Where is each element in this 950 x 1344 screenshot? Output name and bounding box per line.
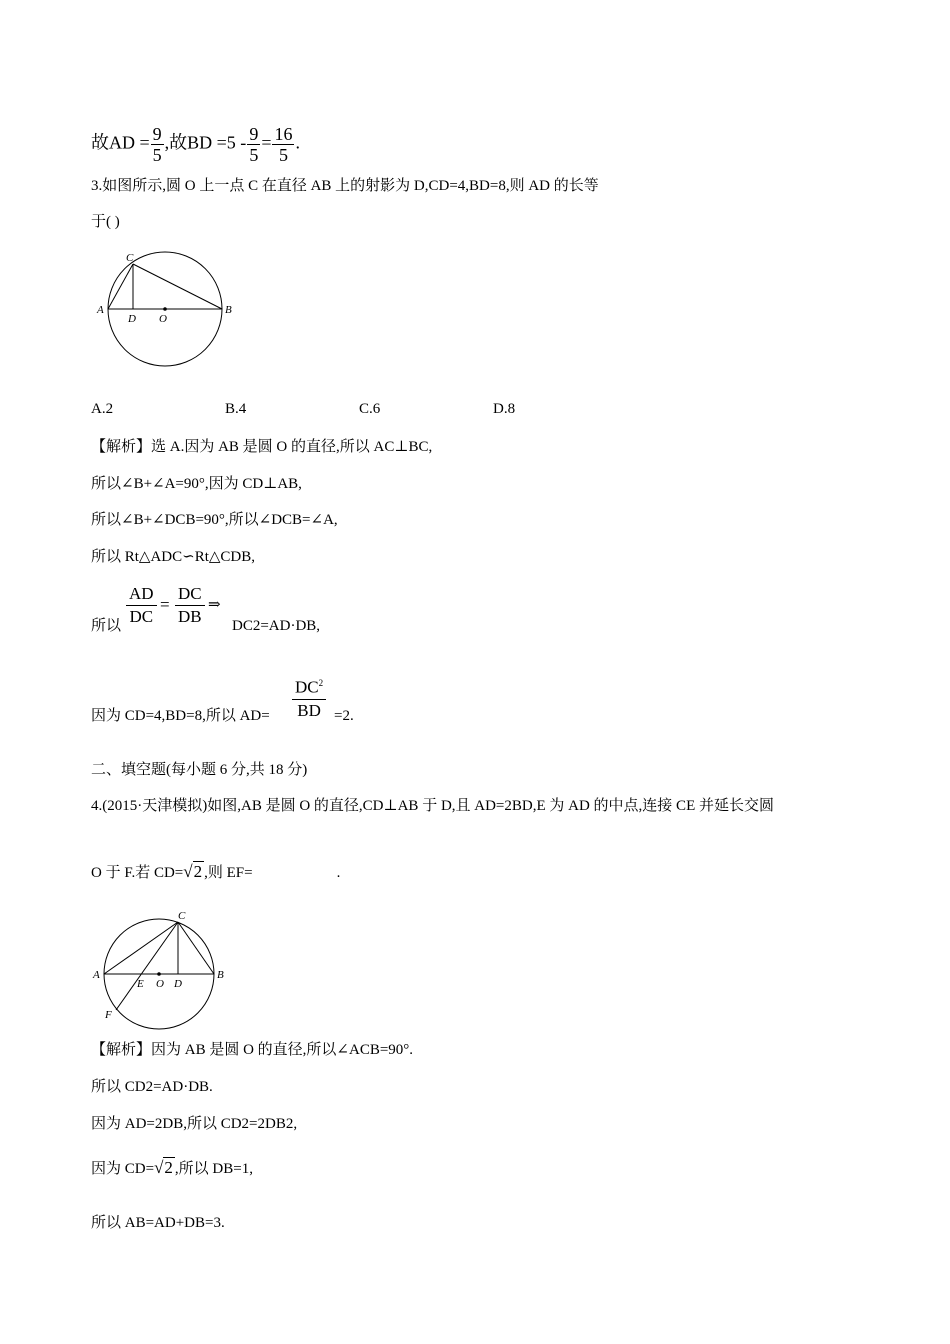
fraction-dc-db [175,583,205,628]
label-e: E [137,978,144,990]
q4-solution-line3: 因为 AD=2DB,所以 CD2=2DB2, [91,1116,298,1132]
q3-solution-line6-suffix: =2. [334,708,354,724]
fraction-9-5 [247,124,260,165]
segment-ac [104,922,178,974]
radicand: 2 [164,1158,173,1177]
numerator: 9 [152,124,162,144]
q4-solution-line5: 所以 AB=AD+DB=3. [91,1215,225,1231]
label-f: F [105,1009,112,1021]
fraction-dc2-bd [292,672,326,722]
q3-solution-line3: 所以∠B+∠DCB=90°,所以∠DCB=∠A, [91,512,338,528]
denominator: BD [292,699,326,722]
section-heading: 二、填空题(每小题 6 分,共 18 分) [91,762,308,778]
numerator: AD [129,584,154,603]
center-point [163,307,167,311]
q3-solution-line2: 所以∠B+∠A=90°,因为 CD⊥AB, [91,476,302,492]
denominator: DC [126,605,157,628]
label-o: O [159,313,167,325]
fraction-ad-dc [126,583,157,628]
fraction-16-5 [272,124,294,165]
numerator: DC [178,584,202,603]
formula-text: ,故BD =5 - [164,132,247,153]
formula-text: = [261,132,272,153]
denominator: 5 [272,144,294,165]
option-d[interactable]: D.8 [493,401,516,417]
segment-cf [116,922,178,1010]
label-a: A [97,304,104,316]
formula-text: 故AD = [91,132,150,153]
q3-solution-line5-prefix: 所以 [91,618,122,634]
implies-arrow: ⇒ [208,597,221,613]
q3-stem-line2: 于( ) [91,214,120,230]
q3-circle-figure [94,246,244,372]
q4-stem-line2 [91,862,340,883]
solution-text: ,所以 DB=1, [174,1161,253,1177]
q3-solution-line5-suffix: DC2=AD·DB, [232,618,321,634]
superscript: 2 [318,678,324,688]
q4-circle-figure [90,908,240,1032]
q4-solution-line4 [91,1158,253,1179]
label-c: C [178,910,186,922]
q4-stem-text: ,则 EF= [204,865,253,881]
denominator: 5 [249,145,259,165]
numerator: 9 [249,124,259,144]
numerator [292,672,326,699]
sqrt-2: √2 [154,1158,173,1177]
formula-text: . [295,132,300,153]
q4-solution-line1: 【解析】因为 AB 是圆 O 的直径,所以∠ACB=90°. [91,1042,414,1058]
q4-stem-text: O 于 F.若 CD= [91,865,184,881]
q4-solution-line2: 所以 CD2=AD·DB. [91,1079,213,1095]
denominator: 5 [152,145,162,165]
segment-cb [133,264,222,309]
center-point [157,972,161,976]
top-formula [91,124,300,165]
solution-text: 因为 CD= [91,1161,155,1177]
label-c: C [126,252,134,264]
radicand: 2 [193,862,203,881]
label-a: A [93,969,100,981]
q3-solution-line1: 【解析】选 A.因为 AB 是圆 O 的直径,所以 AC⊥BC, [91,439,433,455]
q3-solution-line6-prefix: 因为 CD=4,BD=8,所以 AD= [91,708,270,724]
q4-stem-text: . [336,865,341,881]
q3-stem-line1: 3.如图所示,圆 O 上一点 C 在直径 AB 上的射影为 D,CD=4,BD=8,则 AD 的长等 [91,178,599,194]
option-a[interactable]: A.2 [91,401,114,417]
denominator: DB [175,605,205,628]
option-b[interactable]: B.4 [225,401,247,417]
q4-stem-line1: 4.(2015·天津模拟)如图,AB 是圆 O 的直径,CD⊥AB 于 D,且 AD=2BD,E 为 AD 的中点,连接 CE 并延长交圆 [91,798,774,814]
sqrt-2: √2 [183,862,203,881]
q3-solution-line4: 所以 Rt△ADC∽Rt△CDB, [91,549,255,565]
label-b: B [225,304,232,316]
segment-ac [108,264,133,309]
option-c[interactable]: C.6 [359,401,381,417]
label-o: O [156,978,164,990]
label-b: B [217,969,224,981]
label-d: D [128,313,136,325]
numerator: 16 [274,124,293,144]
segment-cb [178,922,214,974]
equals-sign: = [160,595,170,614]
label-d: D [174,978,182,990]
numerator-text: DC [295,677,319,697]
fraction-9-5 [151,124,164,165]
